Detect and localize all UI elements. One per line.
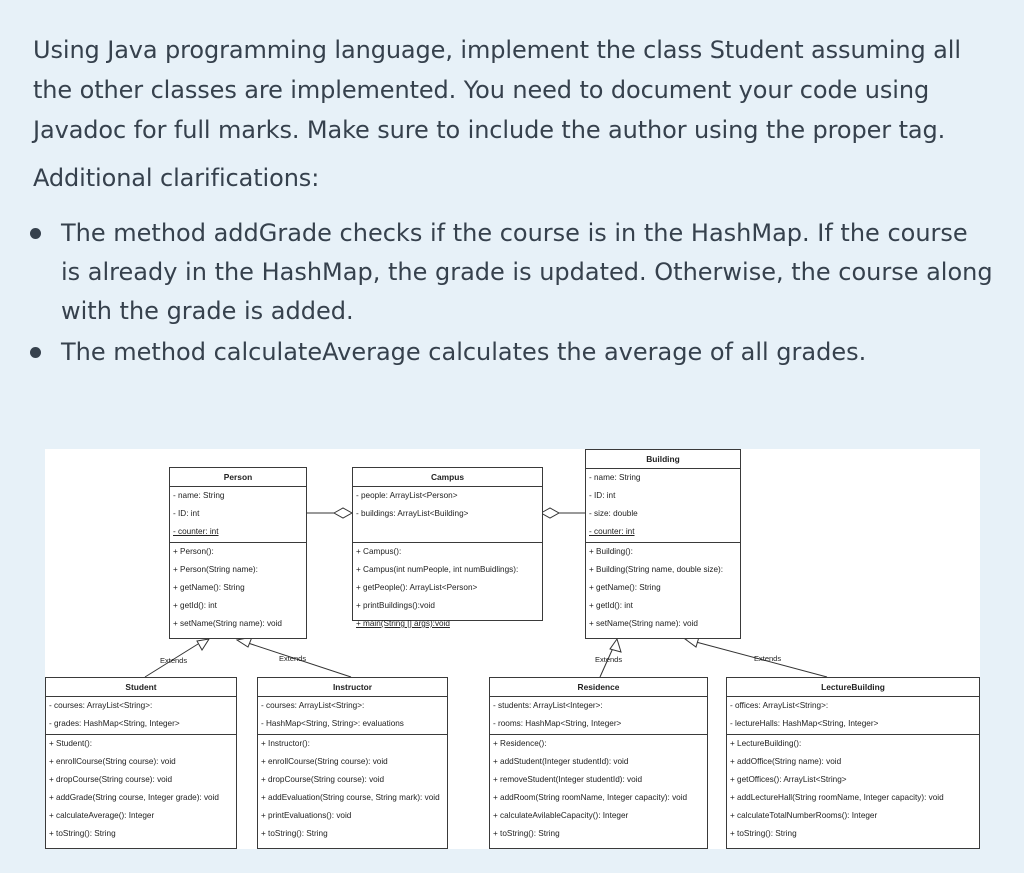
methods-section <box>258 734 447 843</box>
method: + addRoom(String roomName, Integer capacity): void <box>493 793 688 802</box>
attribute: - grades: HashMap<String, Integer> <box>49 719 180 728</box>
lecturebuilding-class <box>726 677 980 849</box>
method: + Campus(int numPeople, int numBuidlings): <box>356 565 519 574</box>
bullet-icon <box>30 347 41 358</box>
bullet-text: The method addGrade checks if the course is in the HashMap. If the course is already in the HashMap, the grade is updated. Otherwise, the course along with the grade is added. <box>61 219 993 325</box>
method: + toString(): String <box>261 829 328 838</box>
extends-label: Extends <box>160 656 188 665</box>
method: + getName(): String <box>173 583 245 592</box>
attribute: - offices: ArrayList<String>: <box>730 701 829 710</box>
attribute: - students: ArrayList<Integer>: <box>493 701 603 710</box>
method: + Student(): <box>49 739 93 748</box>
attribute: - lectureHalls: HashMap<String, Integer> <box>730 719 879 728</box>
method: + removeStudent(Integer studentId): void <box>493 775 643 784</box>
method: + getId(): int <box>589 601 633 610</box>
method: + toString(): String <box>730 829 797 838</box>
method: + addEvaluation(String course, String mark): void <box>261 793 440 802</box>
method: + dropCourse(String course): void <box>49 775 173 784</box>
method: + Building(): <box>589 547 633 556</box>
list-item <box>33 214 993 331</box>
bullet-icon <box>30 228 41 239</box>
methods-section <box>46 734 236 843</box>
question-text <box>33 30 993 198</box>
extends-label: Extends <box>595 655 623 664</box>
inheritance-arrow-icon <box>197 639 209 650</box>
attribute: - courses: ArrayList<String>: <box>261 701 365 710</box>
method: + Building(String name, double size): <box>589 565 724 574</box>
class-name: Campus <box>353 468 542 487</box>
method: + getOffices(): ArrayList<String> <box>730 775 847 784</box>
attribute: - courses: ArrayList<String>: <box>49 701 153 710</box>
extends-label: Extends <box>754 654 782 663</box>
methods-section <box>727 734 979 843</box>
attribute: - counter: int <box>173 527 219 536</box>
instructor-class <box>257 677 448 849</box>
method: + getPeople(): ArrayList<Person> <box>356 583 478 592</box>
attributes-section <box>586 469 740 542</box>
attribute: - HashMap<String, String>: evaluations <box>261 719 404 728</box>
residence-class <box>489 677 708 849</box>
method: + Residence(): <box>493 739 547 748</box>
attributes-section <box>353 487 542 542</box>
method: + toString(): String <box>493 829 560 838</box>
campus-class <box>352 467 543 628</box>
method: + addLectureHall(String roomName, Integer capacity): void <box>730 793 944 802</box>
attribute: - name: String <box>589 473 641 482</box>
bullet-text: The method calculateAverage calculates the average of all grades. <box>61 338 867 366</box>
class-name: Building <box>586 450 740 469</box>
method: + calculateAvilableCapacity(): Integer <box>493 811 629 820</box>
attributes-section <box>490 697 707 734</box>
method: + enrollCourse(String course): void <box>49 757 176 766</box>
methods-section <box>170 542 306 633</box>
class-name: Residence <box>490 678 707 697</box>
method: + addStudent(Integer studentId): void <box>493 757 629 766</box>
attribute: - ID: int <box>173 509 200 518</box>
class-name: LectureBuilding <box>727 678 979 697</box>
attribute: - rooms: HashMap<String, Integer> <box>493 719 622 728</box>
attributes-section <box>170 487 306 542</box>
method: + LectureBuilding(): <box>730 739 802 748</box>
attribute: - counter: int <box>589 527 635 536</box>
class-name: Student <box>46 678 236 697</box>
attribute: - size: double <box>589 509 638 518</box>
methods-section <box>353 542 542 633</box>
student-class <box>45 677 237 849</box>
attributes-section <box>258 697 447 734</box>
methods-section <box>586 542 740 633</box>
method: + Instructor(): <box>261 739 310 748</box>
person-class <box>169 467 307 639</box>
method: + enrollCourse(String course): void <box>261 757 388 766</box>
method: + toString(): String <box>49 829 116 838</box>
method: + addGrade(String course, Integer grade): void <box>49 793 219 802</box>
method: + getId(): int <box>173 601 217 610</box>
clarifications-list <box>33 214 993 374</box>
aggregation-diamond-icon <box>541 508 559 518</box>
method: + Person(): <box>173 547 214 556</box>
method: + addOffice(String name): void <box>730 757 842 766</box>
question-paragraph: Using Java programming language, implement the class Student assuming all the other classes are implemented. You need to document your code using Javadoc for full marks. Make sure to include the author using the proper tag. <box>33 36 961 144</box>
method: + printEvaluations(): void <box>261 811 352 820</box>
method: + setName(String name): void <box>173 619 282 628</box>
attribute: - people: ArrayList<Person> <box>356 491 458 500</box>
attributes-section <box>727 697 979 734</box>
method: + setName(String name): void <box>589 619 698 628</box>
class-name: Person <box>170 468 306 487</box>
method: + printBuildings():void <box>356 601 435 610</box>
list-item <box>33 333 993 372</box>
building-class <box>585 449 741 639</box>
method: + getName(): String <box>589 583 661 592</box>
extends-label: Extends <box>279 654 307 663</box>
method: + Campus(): <box>356 547 402 556</box>
method: + Person(String name): <box>173 565 258 574</box>
class-name: Instructor <box>258 678 447 697</box>
attribute: - ID: int <box>589 491 616 500</box>
aggregation-diamond-icon <box>334 508 352 518</box>
method: + calculateAverage(): Integer <box>49 811 155 820</box>
clarifications-heading: Additional clarifications: <box>33 164 320 192</box>
method: + dropCourse(String course): void <box>261 775 385 784</box>
method: + calculateTotalNumberRooms(): Integer <box>730 811 878 820</box>
method: + main(String [] args):void <box>356 619 450 628</box>
attribute: - name: String <box>173 491 225 500</box>
methods-section <box>490 734 707 843</box>
attribute: - buildings: ArrayList<Building> <box>356 509 469 518</box>
attributes-section <box>46 697 236 734</box>
uml-class-diagram <box>45 449 980 849</box>
